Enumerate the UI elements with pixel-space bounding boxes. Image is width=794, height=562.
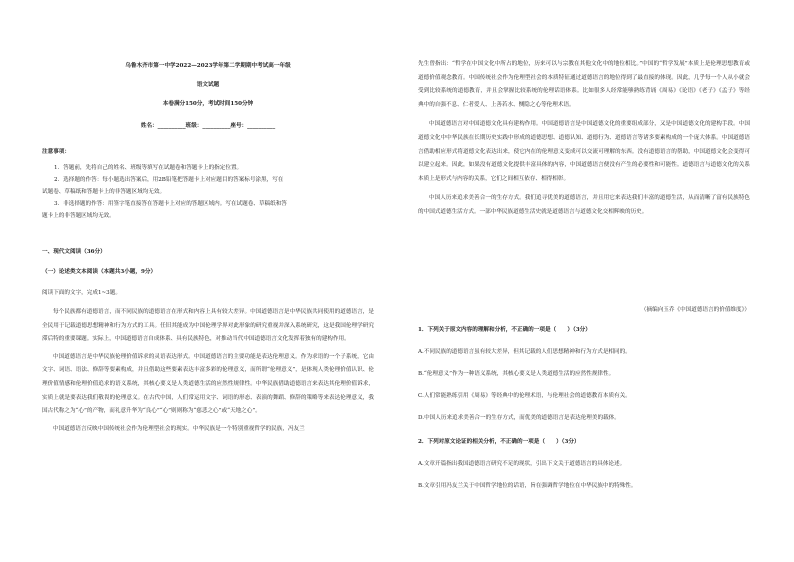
notice-item: 2．选择题的作答：每小题选出答案后，用2B铅笔把答题卡上对应题目的答案标号涂黑，写在 xyxy=(54,177,284,183)
passage-right xyxy=(418,58,750,220)
question-option: A.不同民族的道德语言虽有较大差异，但其记载的人们思想精神和行为方式是相同的。 xyxy=(418,349,631,355)
passage-left xyxy=(42,306,374,436)
right-column xyxy=(418,0,750,562)
question-stem: 1．下列关于原文内容的理解和分析，不正确的一项是（ ）（3分） xyxy=(418,327,591,333)
reading-instruction: 阅读下面的文字，完成1~3题。 xyxy=(42,290,121,296)
passage-paragraph: 中国道德语言是中华民族伦理价值诉求的灵语表达形式。中国道德语言的主要功能是表达伦理意义。作为求语的一个子系统，它由文字、词语、语法、修辞等要素构成，并且借助这些要素表达丰富多彩的伦理意义，而所谓“伦理意义”，是体现人类伦理价值认识、伦理价值情感和伦理价值追求的语义系统，其核心要义是人类道德生活的应然性规律性。中华民族借助道德语言来表达其伦理价值诉求，实质上就是要表达我们敬畏的伦理意义。在古代中国，人们常运用文字、词语的形态、表演的舞蹈、修辞的策略等来表达伦理意义，我国古代称之为“心”的产物，而礼意升华为“良心”“心”则则称为“慈悲之心”或“天地之心”。 xyxy=(42,353,374,415)
notice-list xyxy=(42,162,374,222)
passage-paragraph: 每个民族都有道德语言，而不同民族的道德语言在形式和内容上具有较大差异。中国道德语言是中华民族共同使用的道德语言，是全民用于记载道德思想精神和行为方式的工具。任旧其能成为中国伦理学界对此形象的研究重视并深入系统研究，这是我国伦理学研究滞后特的重要课题。实际上，中国道德语言自成体系、具有民族特色，对推动当代中国道德语言文化发挥着独有的建构作用。 xyxy=(42,309,374,343)
exam-title: 乌鲁木齐市第一中学2022—2023学年第二学期期中考试高一年级 xyxy=(125,63,291,69)
passage-paragraph: 中国道德语言对中国道德文化具有建构作用。中国道德语言是中国道德文化的重要组成部分，又是中国道德文化的建构手段。中国道德文化中中华民族在长期历史实践中形成的道德思想、道德认知、道德行为、道德语言等诸多要素构成的一个庞大体系。中国道德语言借助相应形式将道德文化表达出来，使它内在的伦理意义变成可以交流可理解的东西。没有道德语言的帮助，中国道德文化会变得可以建立起来。因此，如果没有道德文化提供丰富具体的内容，中国道德语言便没有产生的必要性和可能性。道德语言与道德文化的关系本质上是形式与内容的关系，它们之间相互依存、相得相彰。 xyxy=(418,121,750,182)
exam-subject: 语文试题 xyxy=(196,82,220,88)
sub-section-heading: （一）论述类文本阅读（本题共3小题，9分） xyxy=(42,269,157,275)
notice-item: 1．答题前，先将自己的姓名、班级等填写在试题卷和答题卡上的指定位置。 xyxy=(54,165,243,171)
section-heading: 一、现代文阅读（36分） xyxy=(42,249,106,255)
question-option: C.人们常能熟练引用《周易》等经典中的伦理术语，与伦理社会的道德教育本质有关。 xyxy=(418,393,631,399)
exam-score-time: 本卷满分150分，考试时间150分钟 xyxy=(162,101,254,107)
left-column xyxy=(42,0,374,562)
passage-paragraph: 中国道德语言反映中国传统社会作为伦理型社会的现实。中华民族是一个特别重视哲学的民族，冯友兰 xyxy=(53,425,305,432)
source-note: （摘编向玉乔《中国道德语言的价值维度》） xyxy=(640,307,750,313)
notice-item: 3．非选择题的作答：用签字笔直接答在答题卡上对应的答题区域内。写在试题卷、草稿纸和答 xyxy=(54,201,287,207)
question-option: D.中国人历来追求美善合一的生存方式，而优美的道德语言是表达伦理美的载体。 xyxy=(418,415,620,421)
question-stem: 2．下列对原文论证的相关分析，不正确的一项是（ ）（3分） xyxy=(418,439,580,445)
question-option: B.“伦理意义”作为一种语义系统，其核心要义是人类道德生活的应然性规律性。 xyxy=(418,371,615,377)
passage-paragraph: 中国人历来追求美善合一的生存方式。我们追寻优美的道德语言，并且用它来表达我们丰富的道德生活，从而清晰了富有民族特色的中国式道德生活方式。一部中华民族道德生活史就是道德语言与道德文化交相辉映的历史。 xyxy=(418,195,750,215)
question-1 xyxy=(418,324,750,424)
notice-item: 试题卷、草稿纸和答题卡上的非答题区域均无效。 xyxy=(42,189,166,195)
notice-item: 题卡上的非答题区域均无效。 xyxy=(42,213,115,219)
student-info-fields: 姓名：__________班级：__________座号：__________ xyxy=(140,123,276,129)
question-option: A.文章开篇指出我国道德语言研究不足的现状，引出下文关于道德语言的具体论述。 xyxy=(418,461,626,467)
question-2 xyxy=(418,436,750,492)
notice-heading: 注意事项： xyxy=(42,149,70,155)
question-option: B.文章引用冯友兰关于中国哲学地位的话语，旨在强调哲学地位在中华民族中的特殊性。 xyxy=(418,483,637,489)
passage-paragraph: 先生曾指出：“哲学在中国文化中所占的地位，历来可以与宗教在其他文化中的地位相比。”中国的“哲学发展”本质上是伦理思想教育或道德价值观念教育。中国传统社会作为伦理型社会的本质特征通过道德语言的地位得到了最直接的体现。因此，几乎每一个人从小就会受到比较系统的道德教育，并且会掌握比较系统的伦理话语体系。比如很多人经常能够熟练背诵《周易》《论语》《老子》《孟子》等经典中的自强不息、仁者爱人、上善若水、恻隐之心等伦理术语。 xyxy=(418,61,750,108)
